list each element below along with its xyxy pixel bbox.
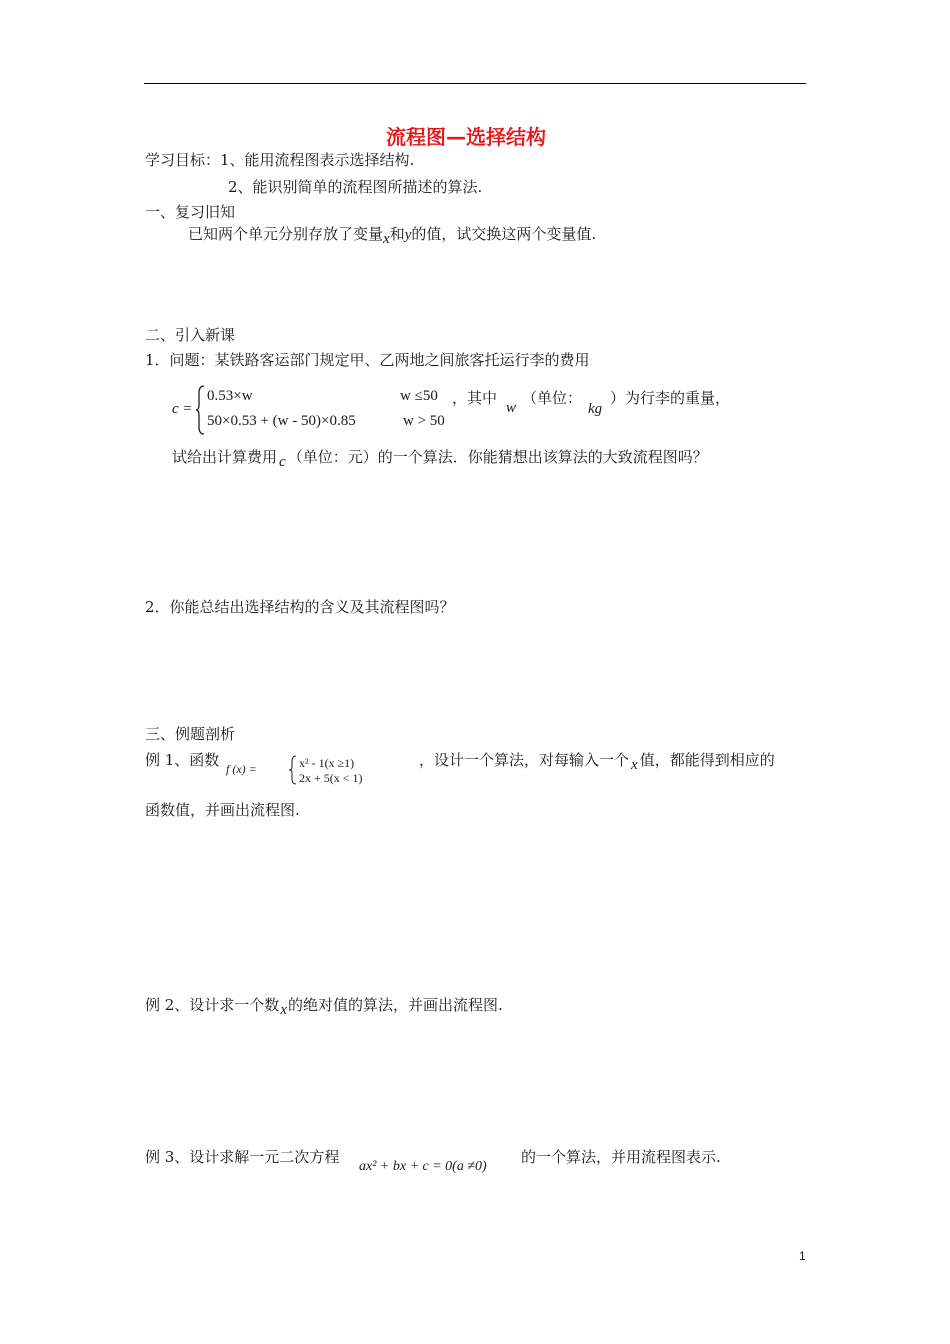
example-1-case-2: 2x + 5(x < 1) (299, 771, 363, 785)
text: 和 (389, 225, 405, 243)
section2-heading: 二、引入新课 (145, 326, 236, 344)
formula-after-c: ）为行李的重量， (610, 389, 731, 407)
formula-case-1: 0.53×w (207, 388, 253, 404)
example-2 (145, 996, 503, 1018)
var-x: x (383, 231, 390, 247)
section1-heading: 一、复习旧知 (145, 203, 236, 221)
text: 例 2、设计求一个数 (145, 996, 280, 1014)
var-y: y (404, 227, 412, 243)
goals-line-2: 2、能识别简单的流程图所描述的算法. (228, 178, 483, 196)
section1-text (188, 225, 597, 247)
formula-brace (196, 385, 206, 435)
example-1-prefix: 例 1、函数 (145, 751, 220, 769)
example-3-equation: ax² + bx + c = 0(a ≠0) (359, 1159, 487, 1174)
example-1-brace (289, 755, 297, 785)
question-1-tail (172, 448, 708, 470)
text: 的值，试交换这两个变量值. (411, 225, 597, 243)
example-1-func: f (x) = (226, 762, 257, 776)
formula-lhs: c = (172, 401, 193, 417)
formula-after-a: ，其中 (452, 389, 498, 407)
text: 已知两个单元分别存放了变量 (188, 225, 384, 243)
header-rule (144, 83, 806, 84)
text: （单位：元）的一个算法．你能猜想出该算法的大致流程图吗？ (287, 448, 708, 466)
formula-after-b: （单位： (522, 389, 583, 407)
page-title: 流程图—选择结构 (386, 125, 546, 149)
unit-kg: kg (588, 401, 603, 417)
formula-cond-2: w > 50 (403, 413, 445, 429)
formula-case-2: 50×0.53 + (w - 50)×0.85 (207, 413, 356, 429)
text: 的绝对值的算法，并画出流程图. (287, 996, 503, 1014)
goals-line-1: 学习目标：1、能用流程图表示选择结构. (145, 151, 415, 169)
formula-cond-1: w ≤50 (400, 388, 438, 404)
example-3-text-a: 例 3、设计求解一元二次方程 (145, 1148, 340, 1166)
text: ，设计一个算法，对每输入一个 (419, 751, 630, 769)
section3-heading: 三、例题剖析 (145, 725, 236, 743)
var-x: x (280, 1002, 287, 1018)
question-2: 2．你能总结出选择结构的含义及其流程图吗？ (145, 598, 455, 616)
page-number: 1 (799, 1249, 806, 1263)
question-1: 1．问题：某铁路客运部门规定甲、乙两地之间旅客托运行李的费用 (145, 351, 590, 369)
example-1-text (419, 751, 775, 773)
text: 值，都能得到相应的 (639, 751, 775, 769)
var-c: c (279, 454, 286, 470)
example-1-case-1: x² - 1(x ≥1) (299, 756, 355, 770)
example-3-text-b: 的一个算法，并用流程图表示. (521, 1148, 721, 1166)
var-x: x (631, 757, 638, 773)
example-1-line-2: 函数值，并画出流程图. (145, 801, 300, 819)
var-w: w (506, 400, 517, 416)
text: 试给出计算费用 (172, 448, 278, 466)
